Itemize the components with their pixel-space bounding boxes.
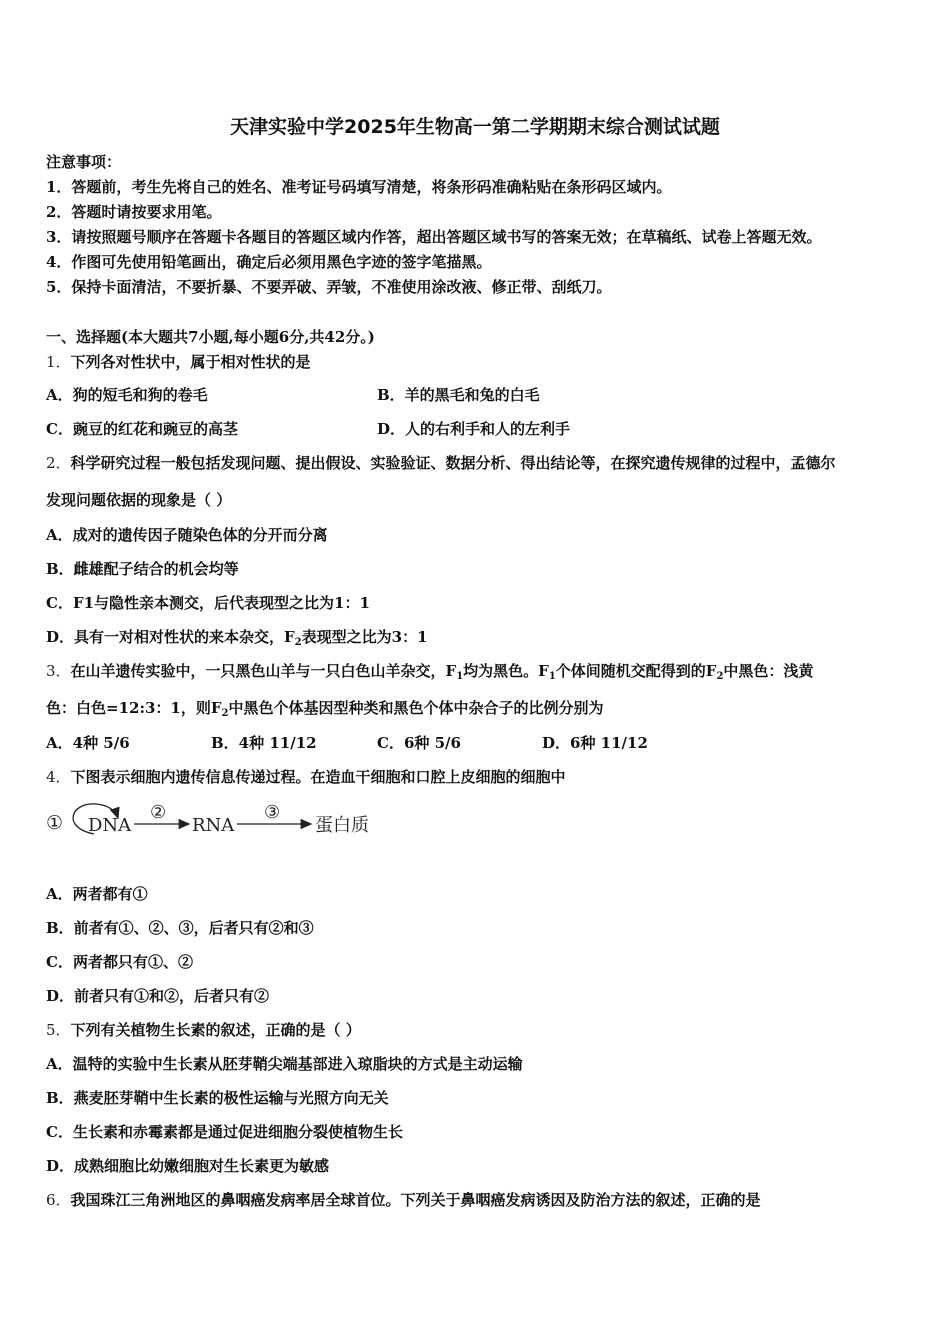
q1-option-c: C．豌豆的红花和豌豆的高茎 — [46, 420, 238, 438]
label-replication: ① — [46, 812, 64, 834]
q2-option-c: C．F1与隐性亲本测交，后代表现型之比为1：1 — [46, 594, 370, 612]
question-3: 3．在山羊遗传实验中，一只黑色山羊与一只白色山羊杂交，$F_1$均为黑色。$F_1$个体间随机交配得到的$F_2$中黑色：浅黄 — [46, 662, 814, 682]
question-stem: 下列有关植物生长素的叙述，正确的是（ ） — [70, 1021, 361, 1039]
q4-option-d: D．前者只有①和②，后者只有② — [46, 987, 270, 1005]
q2-option-a: A．成对的遗传因子随染色体的分开而分离 — [46, 526, 328, 544]
q4-option-a: A．两者都有① — [46, 885, 148, 903]
question-1 — [46, 352, 311, 372]
q2-option-d: D．具有一对相对性状的来本杂交，$F_2$表现型之比为3：1 — [46, 628, 428, 648]
central-dogma-diagram — [44, 798, 404, 850]
notice-item-3: 3．请按照题号顺序在答题卡各题目的答题区域内作答，超出答题区域书写的答案无效；在草稿纸、试卷上答题无效。 — [46, 228, 822, 246]
question-number: 3． — [46, 662, 71, 680]
question-6 — [46, 1190, 761, 1210]
q3-option-d: D．6种 11/12 — [542, 734, 648, 752]
q3-option-a: A．4种 5/6 — [46, 734, 130, 752]
label-protein: 蛋白质 — [315, 815, 369, 836]
question-3-line-2: 色：白色=12:3：1，则$F_2$中黑色个体基因型种类和黑色个体中杂合子的比例分别为 — [46, 699, 604, 719]
question-stem: 下图表示细胞内遗传信息传递过程。在造血干细胞和口腔上皮细胞的细胞中 — [70, 768, 566, 786]
notice-item-5: 5．保持卡面清洁，不要折暴、不要弄破、弄皱，不准使用涂改液、修正带、刮纸刀。 — [46, 278, 612, 296]
label-translation: ③ — [264, 802, 281, 823]
q5-option-d: D．成熟细胞比幼嫩细胞对生长素更为敏感 — [46, 1157, 330, 1175]
q4-option-c: C．两者都只有①、② — [46, 953, 193, 971]
q4-option-b: B．前者有①、②、③，后者只有②和③ — [46, 919, 314, 937]
question-number: 2． — [46, 454, 71, 472]
question-4 — [46, 767, 566, 787]
question-2-line-2: 发现问题依据的现象是（ ） — [46, 491, 232, 509]
q1-option-a: A．狗的短毛和狗的卷毛 — [46, 386, 208, 404]
q1-option-b: B．羊的黑毛和兔的白毛 — [377, 386, 540, 404]
label-rna: RNA — [192, 815, 235, 836]
question-stem: 我国珠江三角洲地区的鼻咽癌发病率居全球首位。下列关于鼻咽癌发病诱因及防治方法的叙述，正确的是 — [70, 1191, 761, 1209]
question-number: 4． — [46, 768, 71, 786]
question-stem: 下列各对性状中，属于相对性状的是 — [70, 353, 311, 371]
question-number: 5． — [46, 1021, 71, 1039]
notice-item-1: 1．答题前，考生先将自己的姓名、准考证号码填写清楚，将条形码准确粘贴在条形码区域内。 — [46, 178, 672, 196]
notice-heading: 注意事项： — [46, 153, 122, 171]
exam-title: 天津实验中学2025年生物高一第二学期期末综合测试试题 — [230, 116, 720, 138]
question-number: 6． — [46, 1191, 71, 1209]
q2-option-b: B．雌雄配子结合的机会均等 — [46, 560, 239, 578]
q3-option-c: C．6种 5/6 — [377, 734, 461, 752]
label-dna: DNA — [88, 815, 132, 836]
notice-item-4: 4．作图可先使用铅笔画出，确定后必须用黑色字迹的签字笔描黑。 — [46, 253, 492, 271]
question-5 — [46, 1020, 361, 1040]
label-transcription: ② — [150, 802, 167, 823]
q5-option-a: A．温特的实验中生长素从胚芽鞘尖端基部进入琼脂块的方式是主动运输 — [46, 1055, 523, 1073]
section-heading: 一、选择题(本大题共7小题,每小题6分,共42分。) — [46, 328, 375, 346]
q1-option-d: D．人的右利手和人的左利手 — [377, 420, 571, 438]
question-2 — [46, 453, 836, 473]
q5-option-b: B．燕麦胚芽鞘中生长素的极性运输与光照方向无关 — [46, 1089, 389, 1107]
notice-item-2: 2．答题时请按要求用笔。 — [46, 203, 222, 221]
question-number: 1． — [46, 353, 71, 371]
question-stem-line-1: 科学研究过程一般包括发现问题、提出假设、实验验证、数据分析、得出结论等，在探究遗传规律的过程中，孟德尔 — [70, 454, 836, 472]
q3-option-b: B．4种 11/12 — [211, 734, 317, 752]
q5-option-c: C．生长素和赤霉素都是通过促进细胞分裂使植物生长 — [46, 1123, 403, 1141]
